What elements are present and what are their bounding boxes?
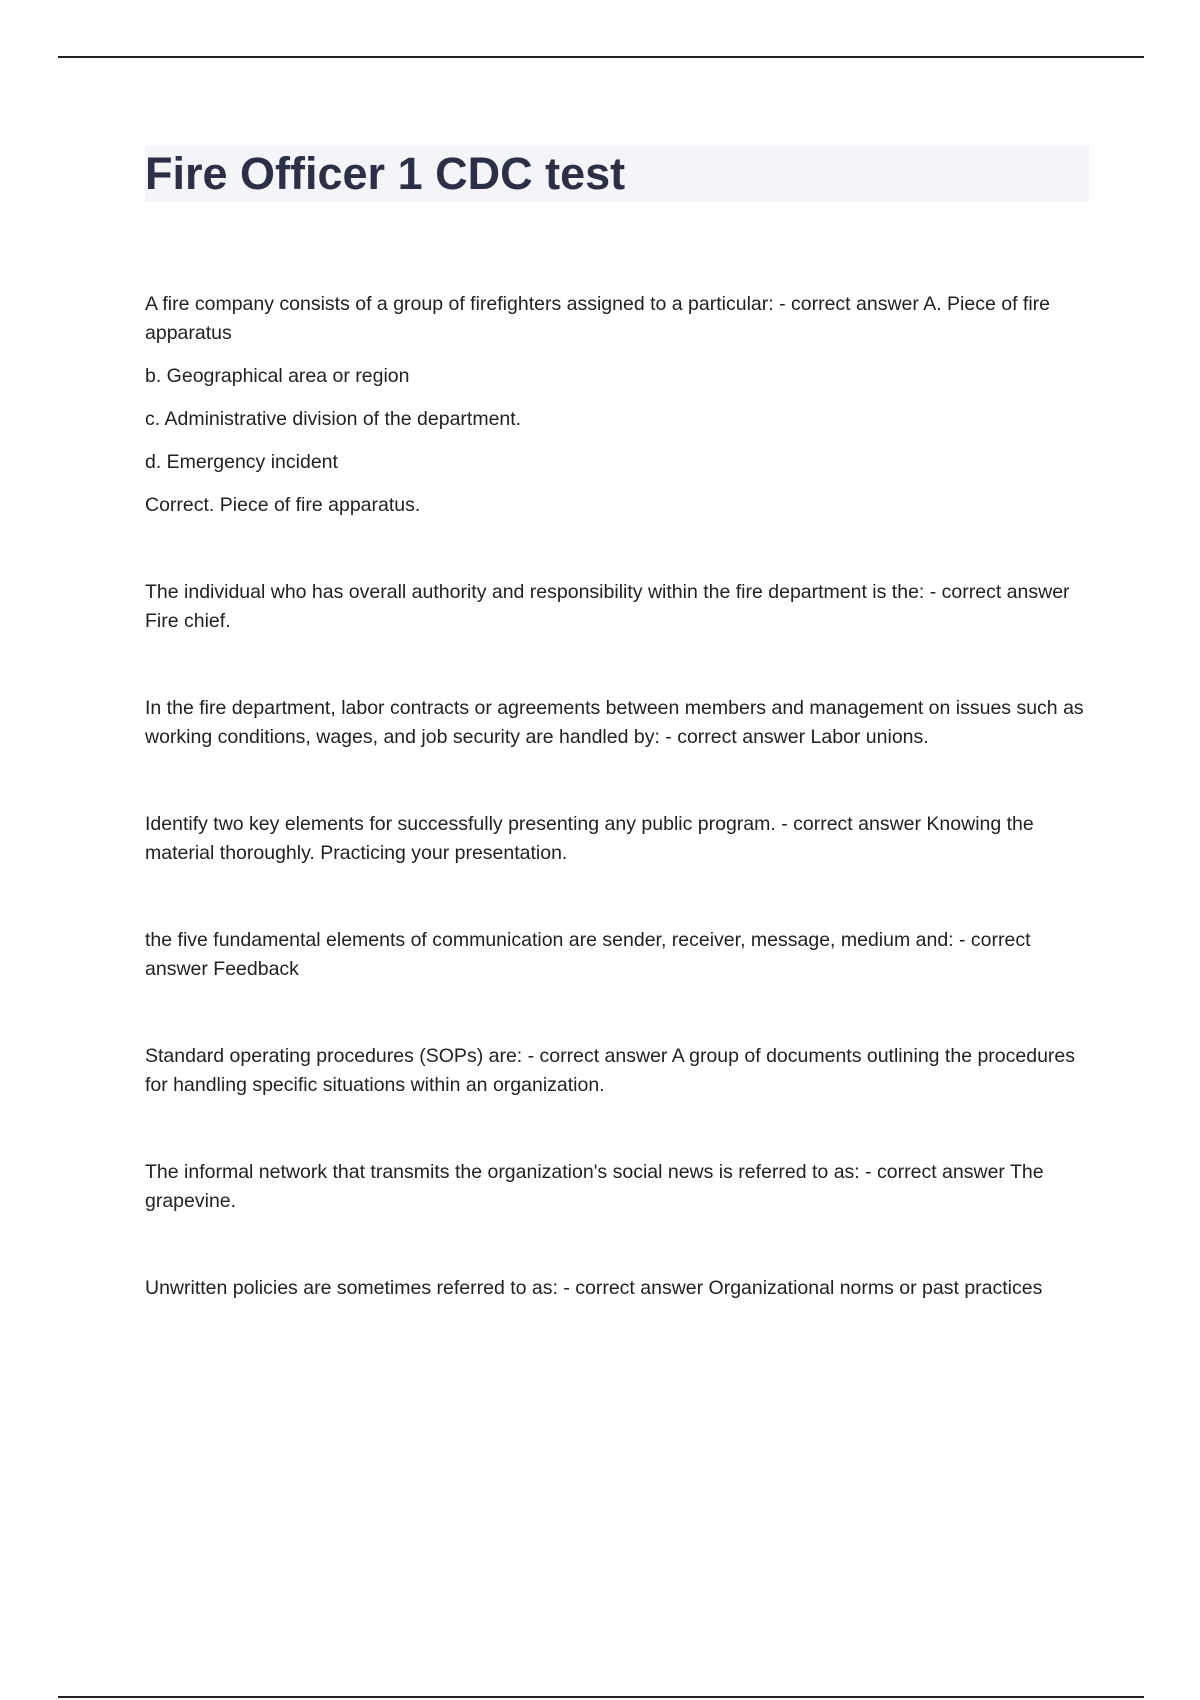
option-text: b. Geographical area or region xyxy=(145,365,410,387)
qa-entry xyxy=(145,1042,1089,1100)
question-answer-text: A fire company consists of a group of firefighters assigned to a particular: - correct answer A. Piece of fire apparatus xyxy=(145,293,1051,344)
document-body xyxy=(145,290,1089,1361)
top-rule xyxy=(58,56,1144,58)
option-text: d. Emergency incident xyxy=(145,451,338,473)
qa-entry xyxy=(145,1158,1089,1216)
page-title: Fire Officer 1 CDC test xyxy=(145,148,626,199)
title-banner xyxy=(145,146,1089,202)
qa-entry xyxy=(145,290,1089,520)
correct-answer-note: Correct. Piece of fire apparatus. xyxy=(145,494,421,516)
question-answer-text: The informal network that transmits the organization's social news is referred to as: - correct answer The grapevine. xyxy=(145,1161,1044,1212)
qa-entry xyxy=(145,694,1089,752)
question-answer-text: Unwritten policies are sometimes referred to as: - correct answer Organizational norms or past practices xyxy=(145,1277,1043,1299)
qa-entry xyxy=(145,1274,1089,1303)
option-text: c. Administrative division of the department. xyxy=(145,408,522,430)
question-answer-text: In the fire department, labor contracts or agreements between members and management on issues such as working conditions, wages, and job security are handled by: - correct answer Labor unions. xyxy=(145,697,1084,748)
bottom-rule xyxy=(58,1696,1144,1698)
question-answer-text: The individual who has overall authority and responsibility within the fire department is the: - correct answer Fire chief. xyxy=(145,581,1070,632)
qa-entry xyxy=(145,810,1089,868)
question-answer-text: Standard operating procedures (SOPs) are: - correct answer A group of documents outlining the procedures for handling specific situations within an organization. xyxy=(145,1045,1076,1096)
qa-entry xyxy=(145,926,1089,984)
qa-entry xyxy=(145,578,1089,636)
question-answer-text: Identify two key elements for successfully presenting any public program. - correct answer Knowing the material thoroughly. Practicing your presentation. xyxy=(145,813,1034,864)
question-answer-text: the five fundamental elements of communication are sender, receiver, message, medium and: - correct answer Feedback xyxy=(145,929,1031,980)
